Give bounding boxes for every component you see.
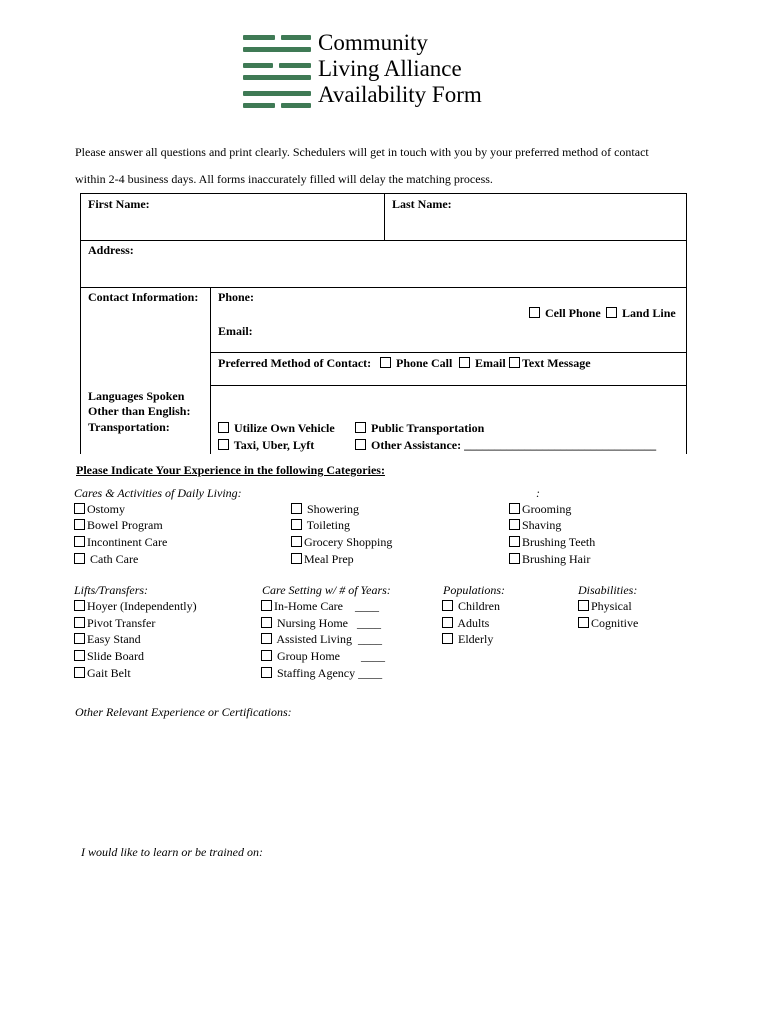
phone-label: Phone: xyxy=(218,290,254,304)
checkbox-icon xyxy=(74,553,85,564)
checkbox-icon xyxy=(74,650,85,661)
care-nursing-home-checkbox[interactable]: Nursing Home ____ xyxy=(261,616,381,631)
checkbox-icon xyxy=(261,600,272,611)
checkbox-icon xyxy=(74,617,85,628)
adl-brushing-hair-checkbox[interactable]: Brushing Hair xyxy=(509,552,590,567)
population-adults-checkbox[interactable]: Adults xyxy=(442,616,489,631)
checkbox-icon xyxy=(355,422,366,433)
languages-label-1: Languages Spoken xyxy=(88,389,185,403)
land-line-checkbox[interactable]: Land Line xyxy=(606,306,676,321)
adl-grooming-checkbox[interactable]: Grooming xyxy=(509,502,571,517)
care-group-home-checkbox[interactable]: Group Home ____ xyxy=(261,649,385,664)
checkbox-icon xyxy=(380,357,391,368)
email-field[interactable] xyxy=(262,322,682,348)
email-checkbox[interactable]: Email xyxy=(459,356,506,371)
transportation-label: Transportation: xyxy=(88,420,170,434)
intro-line-1: Please answer all questions and print clearly. Schedulers will get in touch with you by your preferred method of contact xyxy=(75,145,649,159)
striped-logo-icon xyxy=(243,32,311,110)
adl-toileting-checkbox[interactable]: Toileting xyxy=(291,518,350,533)
checkbox-icon xyxy=(218,422,229,433)
last-name-label: Last Name: xyxy=(392,197,452,211)
checkbox-icon xyxy=(74,536,85,547)
checkbox-icon xyxy=(261,617,272,628)
checkbox-icon xyxy=(529,307,540,318)
adl-incontinent-checkbox[interactable]: Incontinent Care xyxy=(74,535,167,550)
care-staffing-agency-checkbox[interactable]: Staffing Agency ____ xyxy=(261,666,382,681)
contact-info-label: Contact Information: xyxy=(88,290,199,304)
other-experience-field[interactable] xyxy=(75,722,685,832)
checkbox-icon xyxy=(291,536,302,547)
care-in-home-checkbox[interactable]: In-Home Care ____ xyxy=(261,599,379,614)
adl-ostomy-checkbox[interactable]: Ostomy xyxy=(74,502,125,517)
checkbox-icon xyxy=(606,307,617,318)
other-assistance-checkbox[interactable]: Other Assistance: ________________________________ xyxy=(355,438,656,453)
phone-call-checkbox[interactable]: Phone Call xyxy=(380,356,452,371)
experience-heading: Please Indicate Your Experience in the following Categories: xyxy=(76,463,385,477)
checkbox-icon xyxy=(509,357,520,368)
checkbox-icon xyxy=(509,503,520,514)
adl-meal-prep-checkbox[interactable]: Meal Prep xyxy=(291,552,354,567)
title-line-3: Availability Form xyxy=(318,82,482,107)
learn-field[interactable] xyxy=(81,862,685,992)
last-name-field[interactable] xyxy=(388,212,682,236)
languages-field[interactable] xyxy=(214,389,682,417)
checkbox-icon xyxy=(442,633,453,644)
intro-line-2: within 2-4 business days. All forms inaccurately filled will delay the matching process. xyxy=(75,172,493,186)
checkbox-icon xyxy=(74,519,85,530)
lift-easy-stand-checkbox[interactable]: Easy Stand xyxy=(74,632,141,647)
checkbox-icon xyxy=(74,667,85,678)
lifts-heading: Lifts/Transfers: xyxy=(74,583,149,597)
first-name-label: First Name: xyxy=(88,197,150,211)
population-children-checkbox[interactable]: Children xyxy=(442,599,500,614)
checkbox-icon xyxy=(218,439,229,450)
adl-heading: Cares & Activities of Daily Living: xyxy=(74,486,242,500)
adl-bowel-checkbox[interactable]: Bowel Program xyxy=(74,518,163,533)
checkbox-icon xyxy=(355,439,366,450)
checkbox-icon xyxy=(442,600,453,611)
title-line-1: Community xyxy=(318,30,428,55)
care-assisted-living-checkbox[interactable]: Assisted Living ____ xyxy=(261,632,382,647)
checkbox-icon xyxy=(291,519,302,530)
adl-cath-checkbox[interactable]: Cath Care xyxy=(74,552,138,567)
other-experience-label: Other Relevant Experience or Certifications: xyxy=(75,705,292,719)
checkbox-icon xyxy=(578,600,589,611)
text-message-checkbox[interactable]: Text Message xyxy=(509,356,591,371)
checkbox-icon xyxy=(509,553,520,564)
learn-label: I would like to learn or be trained on: xyxy=(81,845,263,859)
lift-hoyer-checkbox[interactable]: Hoyer (Independently) xyxy=(74,599,197,614)
first-name-field[interactable] xyxy=(84,212,380,236)
adl-showering-checkbox[interactable]: Showering xyxy=(291,502,359,517)
care-setting-heading: Care Setting w/ # of Years: xyxy=(262,583,391,597)
lift-slide-board-checkbox[interactable]: Slide Board xyxy=(74,649,144,664)
population-elderly-checkbox[interactable]: Elderly xyxy=(442,632,493,647)
lift-pivot-checkbox[interactable]: Pivot Transfer xyxy=(74,616,155,631)
checkbox-icon xyxy=(442,617,453,628)
checkbox-icon xyxy=(509,536,520,547)
checkbox-icon xyxy=(509,519,520,530)
checkbox-icon xyxy=(74,633,85,644)
adl-brushing-teeth-checkbox[interactable]: Brushing Teeth xyxy=(509,535,595,550)
languages-label-2: Other than English: xyxy=(88,404,191,418)
populations-heading: Populations: xyxy=(443,583,505,597)
public-transportation-checkbox[interactable]: Public Transportation xyxy=(355,421,484,436)
own-vehicle-checkbox[interactable]: Utilize Own Vehicle xyxy=(218,421,335,436)
email-label: Email: xyxy=(218,324,253,338)
checkbox-icon xyxy=(261,650,272,661)
title-line-2: Living Alliance xyxy=(318,56,462,81)
checkbox-icon xyxy=(74,600,85,611)
adl-shaving-checkbox[interactable]: Shaving xyxy=(509,518,561,533)
checkbox-icon xyxy=(291,553,302,564)
colon-heading: : xyxy=(536,486,540,500)
checkbox-icon xyxy=(74,503,85,514)
address-label: Address: xyxy=(88,243,134,257)
adl-grocery-checkbox[interactable]: Grocery Shopping xyxy=(291,535,392,550)
taxi-checkbox[interactable]: Taxi, Uber, Lyft xyxy=(218,438,314,453)
cell-phone-checkbox[interactable]: Cell Phone xyxy=(529,306,601,321)
disability-cognitive-checkbox[interactable]: Cognitive xyxy=(578,616,638,631)
lift-gait-belt-checkbox[interactable]: Gait Belt xyxy=(74,666,131,681)
disabilities-heading: Disabilities: xyxy=(578,583,638,597)
checkbox-icon xyxy=(578,617,589,628)
address-field[interactable] xyxy=(84,258,682,284)
checkbox-icon xyxy=(261,633,272,644)
checkbox-icon xyxy=(459,357,470,368)
checkbox-icon xyxy=(291,503,302,514)
disability-physical-checkbox[interactable]: Physical xyxy=(578,599,632,614)
preferred-contact-label: Preferred Method of Contact: xyxy=(218,356,372,370)
checkbox-icon xyxy=(261,667,272,678)
